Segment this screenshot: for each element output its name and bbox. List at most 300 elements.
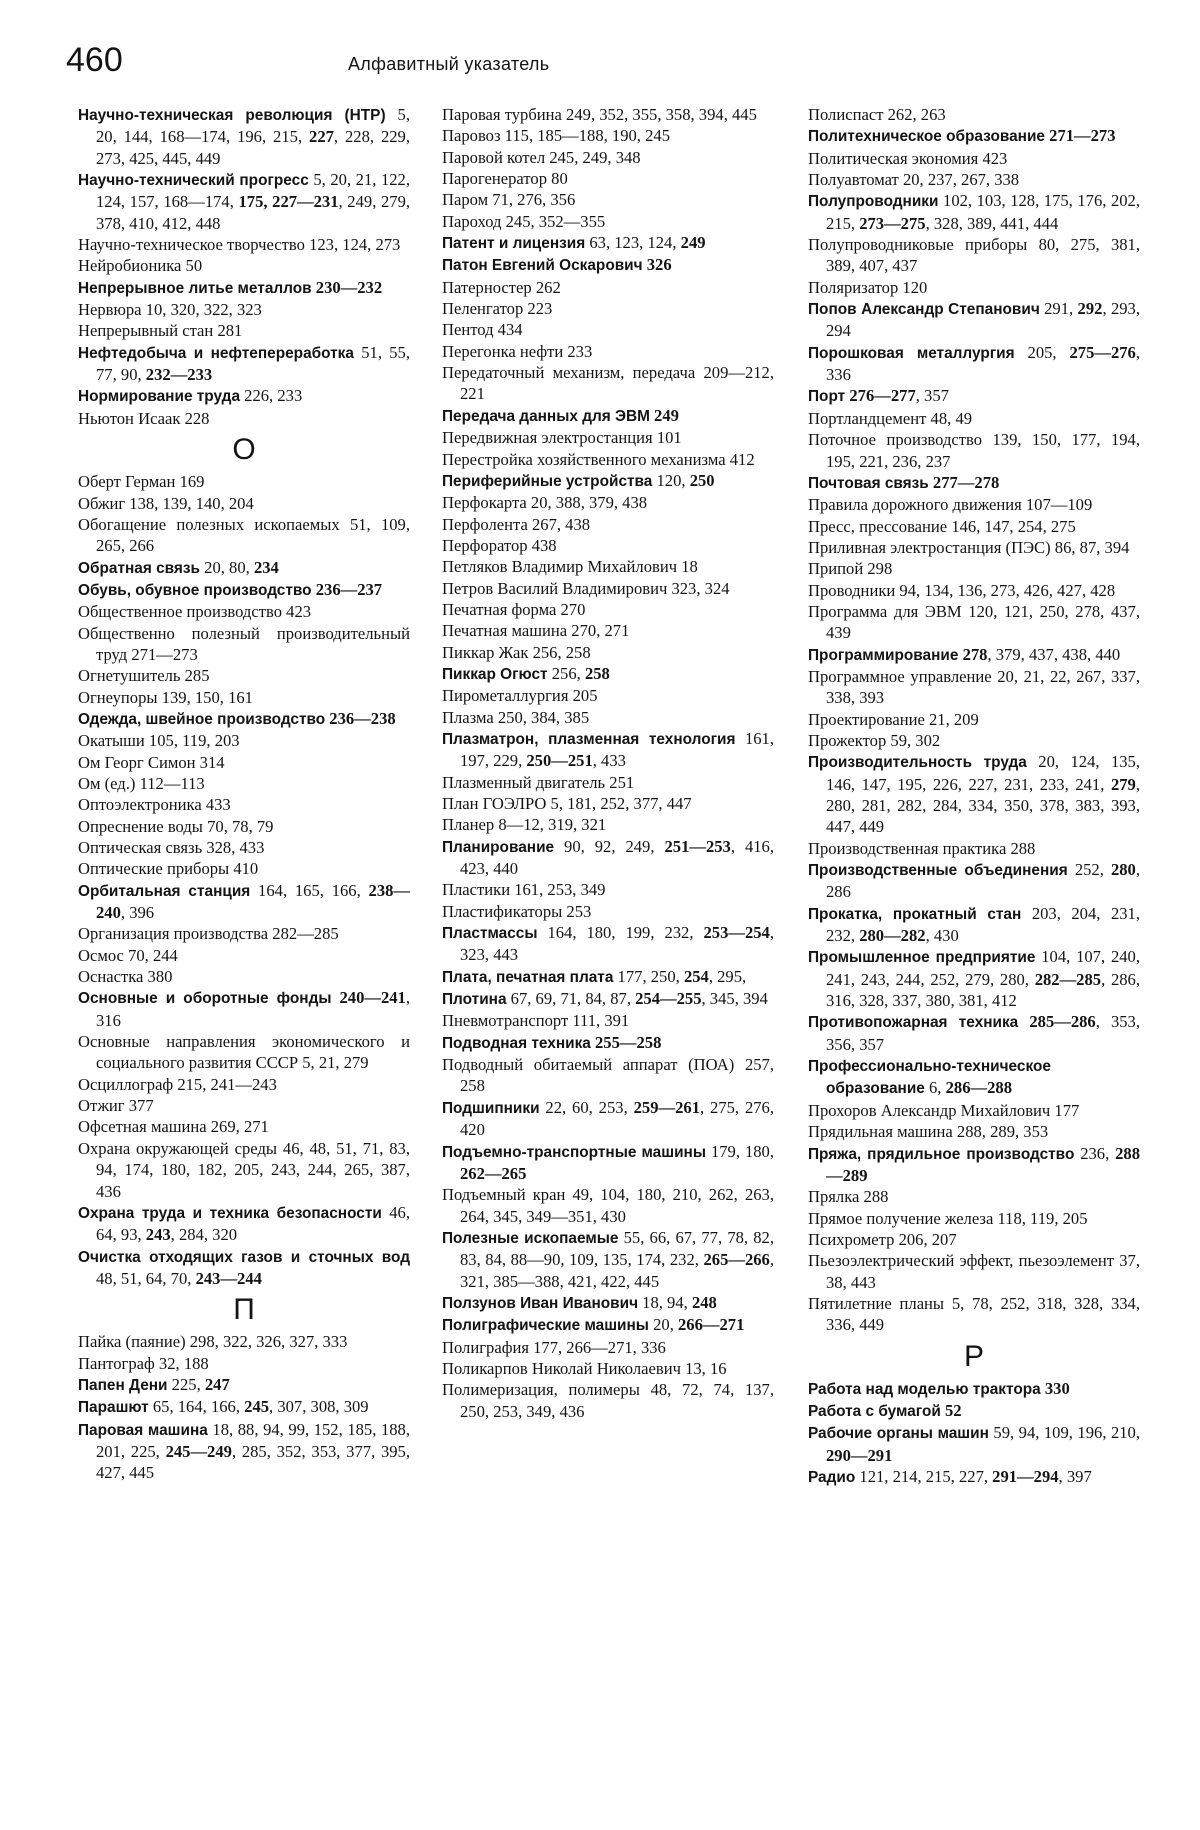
- index-entry: [442, 663, 774, 685]
- entry-text: Общественно полезный производительный труд 271—273: [78, 623, 410, 664]
- entry-text: Пирометаллургия 205: [442, 686, 598, 706]
- index-entry: [78, 471, 410, 492]
- entry-text: Прядильная машина 288, 289, 353: [808, 1122, 1049, 1142]
- entry-text: Пьезоэлектрический эффект, пьезоэлемент 37, 38, 443: [808, 1251, 1140, 1292]
- entry-text: 161, 197, 229,: [460, 728, 774, 771]
- index-entry: [442, 814, 774, 835]
- index-entry: [808, 1100, 1140, 1121]
- index-entry: [442, 514, 774, 535]
- entry-text: Передвижная электростанция 101: [442, 428, 682, 448]
- entry-text: 225,: [167, 1374, 205, 1394]
- entry-text: Паровоз 115, 185—188, 190, 245: [442, 126, 670, 146]
- index-entry: [808, 644, 1140, 666]
- index-entry: [442, 642, 774, 663]
- index-entry: [78, 708, 410, 730]
- entry-text: 177, 250,: [613, 966, 684, 986]
- entry-text: Портландцемент 48, 49: [808, 408, 973, 428]
- index-entry: [442, 1184, 774, 1227]
- entry-text: Перегонка нефти 233: [442, 341, 593, 361]
- entry-text: Плазменный двигатель 251: [442, 772, 635, 792]
- index-entry: [442, 449, 774, 470]
- index-entry: [442, 1337, 774, 1358]
- index-entry: [78, 966, 410, 987]
- entry-text: , 336: [826, 342, 1140, 385]
- entry-text: Прожектор 59, 302: [808, 730, 941, 750]
- entry-text: 46, 64, 93,: [96, 1202, 411, 1245]
- entry-term: Папен Дени: [78, 1376, 168, 1394]
- entry-text: 18, 88, 94, 99, 152, 185, 188, 201, 225,: [96, 1419, 411, 1461]
- entry-text: , 396: [120, 903, 155, 923]
- entry-text: 6,: [924, 1078, 946, 1098]
- index-entry: [78, 579, 410, 601]
- entry-text: 18, 94,: [638, 1292, 692, 1312]
- entry-text: , 275, 276, 420: [460, 1097, 774, 1140]
- entry-text: Перфоратор 438: [442, 535, 557, 555]
- index-entry: [442, 901, 774, 922]
- index-entry: [442, 1097, 774, 1141]
- index-entry: [442, 104, 774, 125]
- entry-text: Пластификаторы 253: [442, 901, 592, 921]
- index-entry: [78, 104, 410, 169]
- index-entry: [78, 858, 410, 879]
- entry-text: Осциллограф 215, 241—243: [78, 1074, 277, 1094]
- index-entry: [78, 320, 410, 341]
- entry-text: , 295,: [708, 966, 747, 986]
- index-entry: [808, 903, 1140, 947]
- index-entry: [78, 1331, 410, 1352]
- entry-term: Пряжа, прядильное производство: [808, 1145, 1075, 1163]
- entry-text: Плазма 250, 384, 385: [442, 707, 590, 727]
- index-entry: [808, 1143, 1140, 1187]
- index-entry: [78, 255, 410, 276]
- entry-main-page: 271—273: [1049, 126, 1116, 146]
- entry-text: Ом (ед.) 112—113: [78, 773, 205, 793]
- index-entry: [808, 1011, 1140, 1055]
- entry-text: 20, 80,: [200, 557, 254, 577]
- entry-main-page: 248: [691, 1292, 717, 1312]
- entry-term: Промышленное предприятие: [808, 949, 1036, 967]
- entry-text: Психрометр 206, 207: [808, 1229, 957, 1249]
- entry-text: Окатыши 105, 119, 203: [78, 731, 240, 751]
- entry-term: Очистка отходящих газов и сточных вод: [78, 1248, 410, 1266]
- entry-text: , 323, 443: [460, 923, 774, 965]
- index-entry: [442, 556, 774, 577]
- index-entry: [808, 385, 1140, 407]
- index-entry: [442, 470, 774, 492]
- entry-text: , 285, 352, 353, 377, 395, 427, 445: [96, 1441, 410, 1483]
- index-entry: [78, 1374, 410, 1396]
- index-entry: [442, 988, 774, 1010]
- entry-text: 5, 20, 144, 168—174, 196, 215,: [96, 105, 410, 147]
- entry-term: Полиграфические машины: [442, 1317, 649, 1335]
- entry-main-page: 243—244: [195, 1268, 262, 1288]
- entry-term: Противопожарная техника: [808, 1014, 1019, 1032]
- entry-text: Нервюра 10, 320, 322, 323: [78, 300, 262, 320]
- entry-main-page: 236—237: [315, 579, 383, 599]
- index-entry: [442, 707, 774, 728]
- entry-main-page: 249: [680, 233, 706, 253]
- entry-text: [1018, 1012, 1029, 1031]
- index-entry: [442, 1314, 774, 1336]
- entry-text: Прялка 288: [808, 1187, 889, 1207]
- entry-main-page: 288—289: [826, 1143, 1140, 1185]
- index-entry: [442, 922, 774, 966]
- entry-text: 65, 164, 166,: [148, 1397, 245, 1417]
- index-entry: [442, 966, 774, 988]
- index-entry: [78, 816, 410, 837]
- index-entry: [78, 1246, 410, 1290]
- entry-text: Общественное производство 423: [78, 602, 312, 622]
- entry-term: Планирование: [442, 838, 555, 856]
- entry-main-page: 232—233: [145, 365, 213, 385]
- index-entry: [808, 148, 1140, 169]
- index-entry: [78, 987, 410, 1031]
- index-entry: [78, 752, 410, 773]
- entry-term: Производственные объединения: [808, 862, 1068, 880]
- index-entry: [442, 427, 774, 448]
- entry-main-page: 280: [1110, 860, 1136, 880]
- entry-text: План ГОЭЛРО 5, 181, 252, 377, 447: [442, 794, 692, 813]
- entry-main-page: 247: [204, 1374, 230, 1394]
- entry-term: Парашют: [78, 1399, 149, 1417]
- index-entry: [442, 535, 774, 556]
- entry-text: 236,: [1074, 1143, 1116, 1163]
- entry-text: 104, 107, 240, 241, 243, 244, 252, 279, 280,: [826, 947, 1140, 989]
- entry-text: Пресс, прессование 146, 147, 254, 275: [808, 516, 1076, 536]
- entry-text: , 286, 316, 328, 337, 380, 381, 412: [826, 969, 1140, 1011]
- entry-main-page: 230—232: [315, 277, 383, 297]
- entry-text: , 228, 229, 273, 425, 445, 449: [96, 127, 411, 168]
- entry-main-page: 277—278: [932, 472, 1000, 492]
- running-title: Алфавитный указатель: [348, 54, 550, 74]
- entry-main-page: 254: [683, 966, 709, 986]
- entry-text: , 345, 394: [701, 989, 768, 1009]
- index-entry: [442, 168, 774, 189]
- entry-text: Оптические приборы 410: [78, 859, 259, 879]
- index-entry: [78, 730, 410, 751]
- entry-main-page: 286—288: [945, 1078, 1012, 1098]
- index-entry: [78, 623, 410, 666]
- entry-text: Печатная машина 270, 271: [442, 621, 630, 641]
- index-entry: [442, 277, 774, 298]
- index-entry: [442, 1032, 774, 1054]
- index-entry: [808, 1400, 1140, 1422]
- index-entry: [78, 277, 410, 299]
- index-column-2: [442, 104, 774, 1422]
- index-entry: [442, 599, 774, 620]
- entry-text: Планер 8—12, 319, 321: [442, 815, 607, 835]
- entry-text: 102, 103, 128, 175, 176, 202, 215,: [826, 191, 1140, 233]
- entry-text: Печатная форма 270: [442, 599, 586, 619]
- entry-text: Нейробионика 50: [78, 256, 203, 276]
- index-entry: [808, 730, 1140, 751]
- entry-main-page: 280—282: [859, 926, 926, 946]
- entry-text: Непрерывный стан 281: [78, 321, 243, 341]
- entry-text: Полупроводниковые приборы 80, 275, 381, 389, 407, 437: [808, 235, 1140, 276]
- index-letter-heading: П: [233, 1293, 255, 1327]
- index-entry: [808, 1121, 1140, 1142]
- entry-text: Организация производства 282—285: [78, 924, 339, 944]
- entry-text: Обжиг 138, 139, 140, 204: [78, 493, 254, 513]
- index-entry: [442, 298, 774, 319]
- index-entry: [808, 1055, 1140, 1100]
- index-entry: [442, 1141, 774, 1185]
- entry-text: Охрана окружающей среды 46, 48, 51, 71, 83, 94, 174, 180, 182, 205, 243, 244, 265, 387, 436: [78, 1138, 410, 1201]
- entry-text: Петляков Владимир Михайлович 18: [442, 557, 698, 577]
- entry-term: Производительность труда: [808, 754, 1027, 772]
- index-entry: [442, 319, 774, 340]
- entry-term: Одежда, швейное производство: [78, 710, 326, 728]
- entry-text: Пневмотранспорт 111, 391: [442, 1011, 630, 1031]
- entry-text: Пентод 434: [442, 320, 523, 340]
- index-letter-heading: Р: [963, 1339, 984, 1373]
- entry-term: Ползунов Иван Иванович: [442, 1294, 639, 1312]
- index-entry: [808, 494, 1140, 515]
- entry-main-page: 291—294: [992, 1466, 1059, 1486]
- entry-text: Оснастка 380: [78, 967, 173, 987]
- index-entry: [808, 408, 1140, 429]
- entry-main-page: 243: [145, 1225, 171, 1245]
- index-entry: [808, 1229, 1140, 1250]
- entry-text: Основные направления экономического и социального развития СССР 5, 21, 279: [78, 1032, 410, 1073]
- index-entry: [78, 1095, 410, 1116]
- entry-text: , 280, 281, 282, 284, 334, 350, 378, 383, 393, 447, 449: [826, 774, 1140, 837]
- entry-term: Пластмассы: [442, 925, 538, 943]
- index-entry: [808, 298, 1140, 342]
- entry-text: Поляризатор 120: [808, 277, 928, 297]
- index-entry: [442, 492, 774, 513]
- index-entry: [78, 557, 410, 579]
- entry-text: Пятилетние планы 5, 78, 252, 318, 328, 334, 336, 449: [808, 1293, 1140, 1335]
- index-entry: [78, 1031, 410, 1074]
- index-entry: [442, 578, 774, 599]
- entry-text: Политическая экономия 423: [808, 148, 1008, 168]
- entry-text: Отжиг 377: [78, 1096, 154, 1116]
- entry-text: Полиграфия 177, 266—271, 336: [442, 1337, 666, 1357]
- entry-main-page: 266—271: [678, 1315, 745, 1335]
- index-entry: [78, 1202, 410, 1246]
- index-entry: [808, 516, 1140, 537]
- entry-main-page: 262—265: [460, 1163, 527, 1183]
- index-entry: [78, 687, 410, 708]
- entry-main-page: 278: [962, 644, 988, 664]
- index-entry: [808, 709, 1140, 730]
- entry-main-page: 236—238: [329, 708, 396, 728]
- entry-text: , 379, 437, 438, 440: [987, 644, 1121, 664]
- entry-text: Программа для ЭВМ 120, 121, 250, 278, 437, 439: [808, 601, 1140, 643]
- index-entry: [808, 1186, 1140, 1207]
- index-entry: [808, 666, 1140, 709]
- entry-term: Программирование: [808, 646, 959, 664]
- index-entry: [78, 493, 410, 514]
- entry-text: Пантограф 32, 188: [78, 1353, 209, 1373]
- entry-term: Паровая машина: [78, 1421, 208, 1439]
- index-letter-heading: О: [232, 433, 256, 467]
- entry-term: Порошковая металлургия: [808, 344, 1015, 362]
- index-entry: [78, 794, 410, 815]
- entry-term: Охрана труда и техника безопасности: [78, 1204, 382, 1222]
- entry-term: Нормирование труда: [78, 388, 241, 406]
- entry-term: Рабочие органы машин: [808, 1425, 989, 1443]
- index-entry: [442, 254, 774, 276]
- entry-text: 205,: [1014, 342, 1070, 362]
- index-entry: [442, 147, 774, 168]
- entry-text: Паровая турбина 249, 352, 355, 358, 394, 445: [442, 105, 757, 124]
- entry-main-page: 234: [253, 557, 279, 577]
- index-entry: [78, 234, 410, 255]
- index-entry: [442, 772, 774, 793]
- entry-text: Огнетушитель 285: [78, 666, 210, 686]
- entry-main-page: 265—266: [703, 1250, 770, 1270]
- entry-text: Проектирование 21, 209: [808, 709, 979, 729]
- entry-main-page: 175, 227—231: [238, 192, 339, 212]
- index-entry: [78, 514, 410, 557]
- entry-text: , 433: [592, 751, 626, 771]
- entry-term: Политехническое образование: [808, 128, 1045, 146]
- entry-text: 252,: [1067, 860, 1111, 880]
- index-entry: [808, 472, 1140, 494]
- entry-text: 164, 180, 199, 232,: [537, 923, 704, 943]
- entry-text: , 321, 385—388, 421, 422, 445: [460, 1250, 774, 1291]
- entry-term: Патент и лицензия: [442, 235, 586, 253]
- entry-term: Периферийные устройства: [442, 472, 653, 490]
- entry-main-page: 254—255: [635, 989, 702, 1009]
- entry-text: , 416, 423, 440: [460, 836, 774, 879]
- entry-main-page: 240—241: [339, 988, 406, 1008]
- entry-text: , 397: [1058, 1466, 1092, 1486]
- entry-term: Передача данных для ЭВМ: [442, 407, 650, 425]
- entry-main-page: 249: [654, 405, 679, 425]
- index-entry: [78, 1353, 410, 1374]
- entry-text: Патерностер 262: [442, 277, 561, 297]
- index-entry: [442, 211, 774, 232]
- index-entry: [808, 277, 1140, 298]
- entry-main-page: 285—286: [1029, 1012, 1096, 1032]
- entry-term: Подшипники: [442, 1099, 540, 1117]
- entry-main-page: 282—285: [1034, 969, 1102, 989]
- index-entry: [808, 1208, 1140, 1229]
- index-entry: [808, 751, 1140, 837]
- entry-text: Программное управление 20, 21, 22, 267, 337, 338, 393: [808, 666, 1140, 708]
- entry-term: Полупроводники: [808, 193, 939, 211]
- entry-text: Проводники 94, 134, 136, 273, 426, 427, 428: [808, 580, 1116, 600]
- index-entry: [808, 125, 1140, 147]
- entry-text: Полуавтомат 20, 237, 267, 338: [808, 170, 1020, 190]
- index-entry: [442, 232, 774, 254]
- entry-main-page: 326: [646, 255, 672, 275]
- index-entry: [808, 169, 1140, 190]
- index-entry: [78, 601, 410, 622]
- entry-term: Плазматрон, плазменная технология: [442, 730, 736, 748]
- entry-term: Попов Александр Степанович: [808, 301, 1040, 319]
- index-entry: [808, 946, 1140, 1011]
- index-entry: [442, 620, 774, 641]
- entry-text: Подъемный кран 49, 104, 180, 210, 262, 263, 264, 345, 349—351, 430: [442, 1185, 774, 1226]
- entry-term: Нефтедобыча и нефтепереработка: [78, 344, 354, 362]
- entry-text: 121, 214, 215, 227,: [855, 1466, 993, 1486]
- entry-main-page: 245: [244, 1397, 270, 1417]
- index-entry: [78, 1396, 410, 1418]
- index-entry: [78, 880, 410, 924]
- entry-text: , 316: [96, 988, 410, 1030]
- entry-main-page: 273—275: [859, 213, 926, 233]
- entry-main-page: 245—249: [165, 1441, 232, 1461]
- index-entry: [442, 1054, 774, 1097]
- entry-text: Пеленгатор 223: [442, 299, 553, 319]
- entry-term: Патон Евгений Оскарович: [442, 257, 643, 275]
- index-entry: [78, 169, 410, 234]
- entry-text: , 328, 389, 441, 444: [925, 213, 1059, 233]
- index-entry: [442, 1010, 774, 1031]
- index-entry: [808, 601, 1140, 644]
- entry-text: Полимеризация, полимеры 48, 72, 74, 137, 250, 253, 349, 436: [442, 1380, 774, 1421]
- entry-text: Оптоэлектроника 433: [78, 795, 231, 815]
- entry-main-page: 276—277: [849, 386, 916, 406]
- entry-text: 90, 92, 249,: [554, 836, 665, 856]
- index-entry: [442, 836, 774, 880]
- entry-text: 179, 180,: [705, 1141, 774, 1161]
- entry-text: 5, 20, 21, 122, 124, 157, 168—174,: [96, 170, 411, 212]
- entry-text: 22, 60, 253,: [539, 1097, 634, 1117]
- entry-text: Полиспаст 262, 263: [808, 105, 946, 124]
- entry-main-page: 250: [689, 470, 715, 490]
- entry-text: 20,: [648, 1315, 678, 1335]
- entry-text: Пластики 161, 253, 349: [442, 880, 606, 900]
- index-entry: [808, 429, 1140, 472]
- entry-term: Порт: [808, 388, 846, 406]
- index-entry: [442, 1292, 774, 1314]
- entry-text: Правила дорожного движения 107—109: [808, 495, 1093, 515]
- index-entry: [808, 342, 1140, 386]
- index-entry: [78, 837, 410, 858]
- index-entry: [442, 189, 774, 210]
- entry-main-page: 52: [944, 1400, 962, 1420]
- entry-main-page: 292: [1077, 299, 1103, 319]
- entry-main-page: 275—276: [1069, 342, 1136, 362]
- entry-text: Производственная практика 288: [808, 838, 1036, 858]
- index-entry: [442, 341, 774, 362]
- entry-text: Передаточный механизм, передача 209—212, 221: [442, 363, 774, 404]
- index-entry: [78, 1074, 410, 1095]
- entry-main-page: 251—253: [664, 836, 731, 856]
- index-entry: [808, 1422, 1140, 1466]
- entry-text: 256,: [547, 663, 585, 683]
- entry-term: Непрерывное литье металлов: [78, 279, 312, 297]
- entry-text: 59, 94, 109, 196, 210,: [988, 1423, 1141, 1443]
- entry-text: Пиккар Жак 256, 258: [442, 642, 591, 662]
- index-entry: [808, 190, 1140, 234]
- entry-text: Осмос 70, 244: [78, 945, 178, 965]
- entry-main-page: 227: [309, 127, 334, 147]
- entry-text: Поточное производство 139, 150, 177, 194, 195, 221, 236, 237: [808, 430, 1140, 471]
- entry-text: Паровой котел 245, 249, 348: [442, 147, 641, 167]
- entry-text: 291,: [1039, 299, 1078, 319]
- index-entry: [808, 1250, 1140, 1293]
- entry-text: Припой 298: [808, 559, 893, 579]
- index-entry: [78, 299, 410, 320]
- entry-text: , 284, 320: [170, 1225, 238, 1245]
- entry-term: Научно-техническая революция (НТР): [78, 107, 386, 124]
- entry-main-page: 279: [1110, 774, 1136, 794]
- index-entry: [442, 362, 774, 405]
- index-entry: [442, 125, 774, 146]
- index-entry: [808, 537, 1140, 558]
- entry-text: 55, 66, 67, 77, 78, 82, 83, 84, 88—90, 109, 135, 174, 232,: [460, 1227, 774, 1270]
- page-number: 460: [66, 41, 123, 79]
- index-entry: [442, 685, 774, 706]
- entry-text: Оберт Герман 169: [78, 472, 205, 492]
- entry-text: Парогенератор 80: [442, 169, 568, 189]
